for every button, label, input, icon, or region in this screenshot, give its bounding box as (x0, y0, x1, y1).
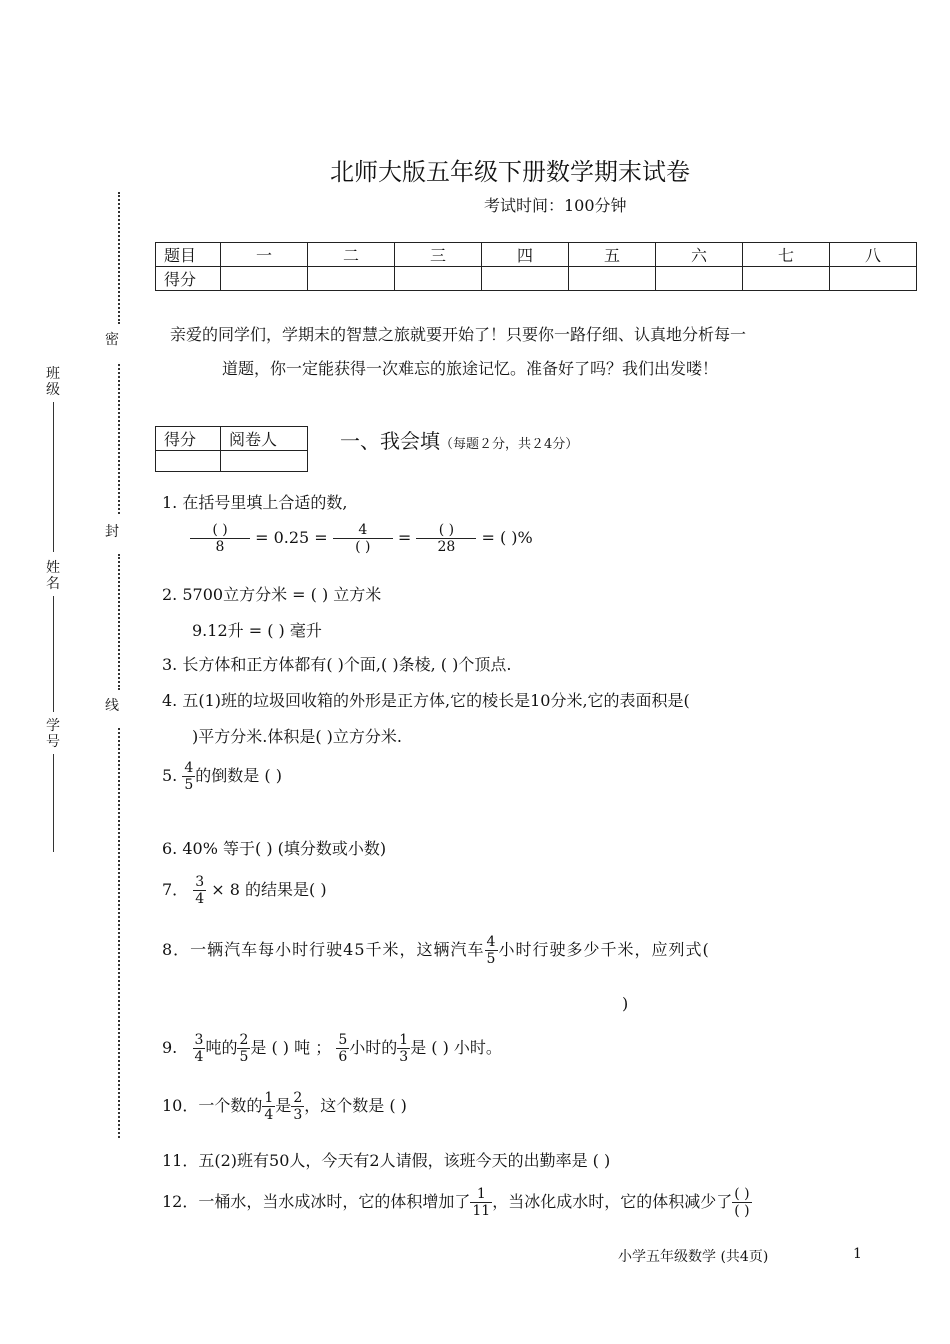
question-2a: 2. 5700立方分米 = ( ) 立方米 (162, 585, 382, 604)
binding-label-xian: 线 (105, 698, 119, 714)
question-text: 是 (275, 1096, 292, 1115)
denominator: 3 (293, 1107, 303, 1123)
question-9 (162, 1032, 502, 1065)
score-table-col: 三 (395, 243, 482, 267)
score-table-col: 二 (308, 243, 395, 267)
question-text: 10．一个数的 (162, 1096, 263, 1115)
question-text: × 8 的结果是( ) (206, 880, 327, 899)
grader-score-cell[interactable] (156, 451, 221, 472)
fraction (333, 522, 393, 555)
fraction (732, 1186, 751, 1219)
question-2b: 9.12升 = ( ) 毫升 (192, 621, 322, 640)
intro-line: 亲爱的同学们，学期末的智慧之旅就要开始了！只要你一路仔细、认真地分析每一 (170, 325, 747, 344)
numerator: 2 (239, 1032, 249, 1048)
numerator: 5 (338, 1032, 348, 1048)
question-number: 9. (162, 1038, 178, 1057)
numerator: 1 (470, 1186, 492, 1203)
score-table-col: 四 (482, 243, 569, 267)
name-write-line (53, 596, 54, 712)
numerator: 4 (333, 522, 393, 539)
denominator: 3 (399, 1049, 409, 1065)
denominator: 4 (264, 1107, 274, 1123)
score-cell[interactable] (569, 267, 656, 291)
grader-name-header: 阅卷人 (221, 427, 308, 451)
student-number-label: 学号 (46, 718, 60, 750)
fraction (237, 1032, 250, 1065)
class-write-line (53, 402, 54, 552)
denominator: 8 (215, 539, 225, 555)
score-table-col: 一 (221, 243, 308, 267)
numerator: 4 (184, 760, 194, 776)
binding-dotted-line-middle-lower (118, 554, 120, 690)
score-table-col: 六 (656, 243, 743, 267)
score-cell[interactable] (221, 267, 308, 291)
equation-text: = (397, 528, 412, 547)
fraction (190, 522, 250, 555)
fraction (470, 1186, 492, 1219)
grader-name-cell[interactable] (221, 451, 308, 472)
fraction (182, 760, 195, 793)
question-text: 是 ( ) 小时。 (410, 1038, 502, 1057)
question-number: 7． (162, 880, 189, 899)
fraction (262, 1090, 275, 1123)
fraction (291, 1090, 304, 1123)
numerator: ( ) (734, 1186, 750, 1202)
question-number: 5. (162, 766, 178, 785)
denominator: ( ) (355, 539, 371, 555)
score-cell[interactable] (395, 267, 482, 291)
question-3: 3. 长方体和正方体都有( )个面,( )条棱, ( )个顶点. (162, 655, 512, 674)
score-table-header-row (156, 243, 917, 267)
numerator: 4 (486, 934, 497, 950)
question-10 (162, 1090, 407, 1123)
fraction (397, 1032, 410, 1065)
score-table-col: 七 (743, 243, 830, 267)
question-6: 6. 40% 等于( ) (填分数或小数) (162, 839, 387, 858)
grader-score-header: 得分 (156, 427, 221, 451)
intro-paragraph (170, 318, 870, 386)
student-number-write-line (53, 754, 54, 852)
page-number: 1 (853, 1246, 862, 1262)
score-cell[interactable] (308, 267, 395, 291)
denominator: 6 (338, 1049, 348, 1065)
numerator: 3 (195, 874, 205, 890)
score-table-row-label: 题目 (156, 243, 221, 267)
question-7 (162, 874, 327, 907)
question-text: 的倒数是 ( ) (195, 766, 282, 785)
exam-title: 北师大版五年级下册数学期末试卷 (330, 158, 690, 186)
denominator: 4 (194, 1049, 204, 1065)
grader-table-header-row (156, 427, 308, 451)
numerator: ( ) (416, 522, 476, 539)
question-12 (162, 1186, 752, 1219)
denominator: ( ) (734, 1203, 750, 1219)
fraction (336, 1032, 349, 1065)
denominator: 5 (184, 777, 194, 793)
question-4a: 4. 五(1)班的垃圾回收箱的外形是正方体,它的棱长是10分米,它的表面积是( (162, 691, 690, 710)
question-8b: ) (622, 994, 629, 1013)
question-text: 8．一辆汽车每小时行驶45千米，这辆汽车 (162, 940, 485, 959)
equation-text: = 0.25 = (255, 528, 328, 547)
binding-label-feng: 封 (105, 524, 119, 540)
binding-dotted-line-bottom (118, 728, 120, 1138)
section-1-heading (340, 425, 578, 454)
intro-line: 道题，你一定能获得一次难忘的旅途记忆。准备好了吗？我们出发喽！ (222, 359, 719, 378)
grader-table-entry-row (156, 451, 308, 472)
section-1-scoring-note: （每题２分，共２4分） (440, 437, 579, 452)
score-cell[interactable] (656, 267, 743, 291)
numerator: 1 (264, 1090, 274, 1106)
question-1-prompt: 1. 在括号里填上合适的数, (162, 493, 348, 512)
page-footer: 小学五年级数学 (共4页) (618, 1249, 769, 1265)
score-table-score-row (156, 267, 917, 291)
numerator: 3 (194, 1032, 204, 1048)
numerator: 1 (399, 1032, 409, 1048)
fraction (193, 874, 206, 907)
score-cell[interactable] (830, 267, 917, 291)
denominator: 28 (437, 539, 456, 555)
binding-label-mi: 密 (105, 332, 119, 348)
score-cell[interactable] (482, 267, 569, 291)
denominator: 5 (486, 951, 497, 967)
section-1-title: 一、我会填 (340, 429, 440, 453)
binding-dotted-line-top (118, 192, 120, 324)
question-4b: )平方分米.体积是( )立方分米. (192, 727, 402, 746)
score-table (155, 242, 917, 291)
question-8a (162, 934, 710, 967)
score-table-col: 八 (830, 243, 917, 267)
exam-duration: 考试时间：100分钟 (484, 196, 627, 215)
denominator: 11 (472, 1203, 491, 1219)
equation-text: = ( )% (481, 528, 533, 547)
denominator: 5 (239, 1049, 249, 1065)
question-text: ，这个数是 ( ) (304, 1096, 407, 1115)
question-text: ，当冰化成水时，它的体积减少了 (492, 1192, 733, 1211)
name-label: 姓名 (46, 560, 60, 592)
fraction (485, 934, 499, 967)
question-text: 是 ( ) 吨 ； (250, 1038, 332, 1057)
fraction (193, 1032, 206, 1065)
numerator: ( ) (190, 522, 250, 539)
class-label: 班级 (46, 366, 60, 398)
denominator: 4 (195, 891, 205, 907)
score-table-row-label: 得分 (156, 267, 221, 291)
question-text: 小时的 (349, 1038, 398, 1057)
binding-dotted-line-middle-upper (118, 364, 120, 514)
question-11: 11．五(2)班有50人，今天有2人请假，该班今天的出勤率是 ( ) (162, 1151, 611, 1170)
question-text: 吨的 (205, 1038, 238, 1057)
fraction (416, 522, 476, 555)
question-1-equation (190, 522, 533, 555)
grader-table (155, 426, 308, 472)
question-text: 小时行驶多少千米，应列式( (498, 940, 710, 959)
question-text: 12．一桶水，当水成冰时，它的体积增加了 (162, 1192, 471, 1211)
question-5 (162, 760, 282, 793)
score-cell[interactable] (743, 267, 830, 291)
score-table-col: 五 (569, 243, 656, 267)
numerator: 2 (293, 1090, 303, 1106)
